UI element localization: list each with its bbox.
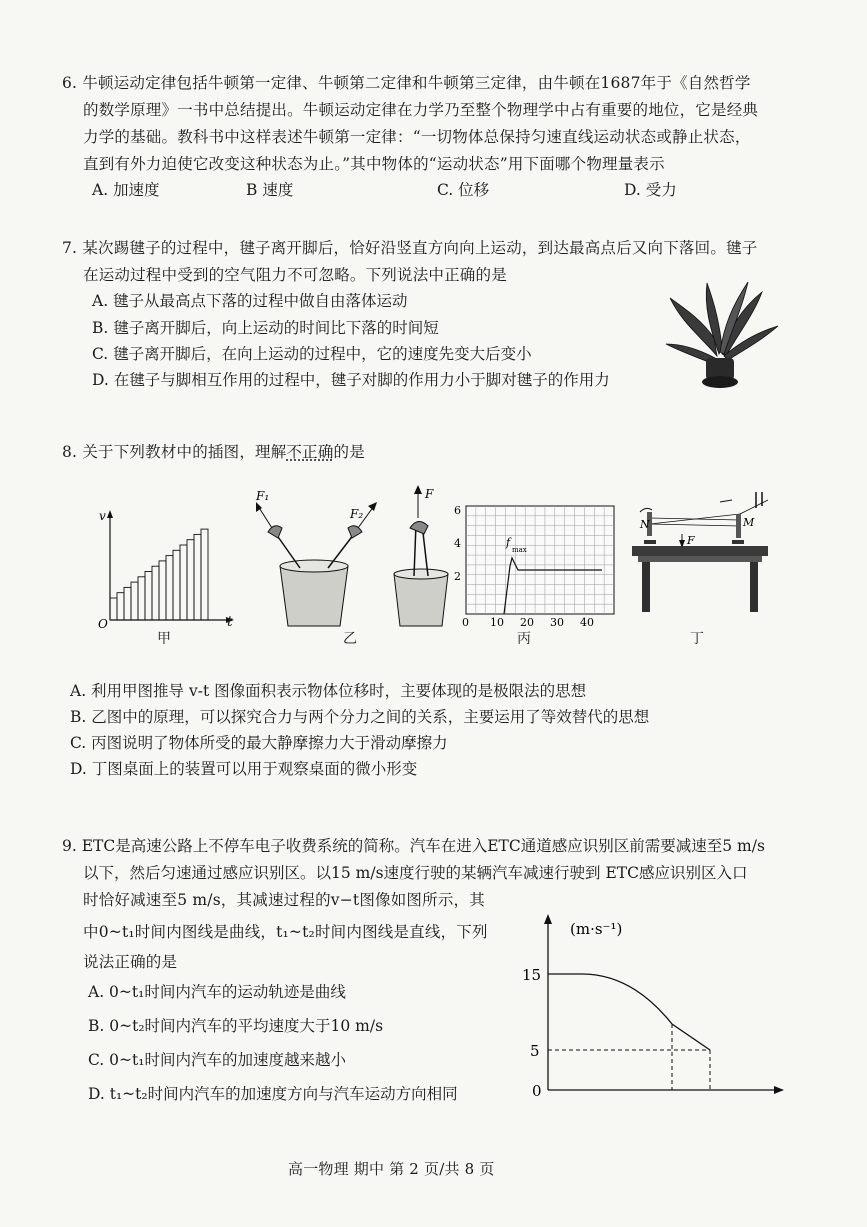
ding-n-label: N	[640, 518, 650, 531]
bing-x10: 10	[490, 616, 504, 629]
yi-f-label: F	[425, 487, 434, 501]
bing-f-label: f	[506, 536, 511, 549]
q6-option-a: A. 加速度	[92, 181, 160, 199]
staircase-bar	[180, 545, 187, 620]
figure-yi-bucket	[250, 484, 450, 630]
q8-option-b: B. 乙图中的原理，可以探究合力与两个分力之间的关系，主要运用了等效替代的思想	[70, 708, 650, 726]
bing-y4: 4	[454, 537, 461, 550]
staircase-bar	[173, 550, 180, 620]
q8-stem-pre: 8. 关于下列教材中的插图，理解	[62, 443, 287, 461]
q7-option-b: B. 毽子离开脚后，向上运动的时间比下落的时间短	[92, 319, 439, 337]
bing-x0: 0	[462, 616, 469, 629]
yi-f1-label: F₁	[256, 489, 270, 503]
jia-t-label: t	[227, 614, 233, 630]
q7-option-c: C. 毽子离开脚后，在向上运动的过程中，它的速度先变大后变小	[92, 345, 532, 363]
q9-line-3: 时恰好减速至5 m/s，其减速过程的v−t图像如图所示，其	[83, 891, 485, 909]
staircase-bar	[194, 534, 201, 620]
yi-f2-label: F₂	[350, 507, 364, 521]
ding-f-label: F	[687, 534, 695, 547]
figure-ding-table-mirror	[628, 488, 770, 614]
q9-graph-y5: 5	[530, 1042, 540, 1060]
bing-fmax-label: max	[512, 546, 527, 554]
staircase-bar	[159, 561, 166, 620]
q7-line-2: 在运动过程中受到的空气阻力不可忽略。下列说法中正确的是	[83, 266, 507, 284]
staircase-bar	[145, 572, 152, 621]
q9-graph-y-unit: (m·s⁻¹)	[570, 920, 623, 938]
q9-option-c: C. 0~t₁时间内汽车的加速度越来越小	[88, 1051, 346, 1069]
q6-option-d: D. 受力	[624, 181, 677, 199]
q9-line-5: 说法正确的是	[83, 953, 178, 971]
staircase-bar	[201, 529, 208, 620]
staircase-bar	[138, 577, 145, 620]
q9-line-4: 中0~t₁时间内图线是曲线，t₁~t₂时间内图线是直线，下列	[83, 923, 488, 941]
q9-graph-y15: 15	[522, 966, 542, 984]
q8-stem-post: 的是	[333, 443, 365, 461]
shuttlecock-image	[662, 278, 782, 404]
caption-ding: 丁	[690, 631, 704, 647]
q6-line-4: 直到有外力迫使它改变这种状态为止。”其中物体的“运动状态”用下面哪个物理量表示	[83, 155, 665, 173]
q9-option-d: D. t₁~t₂时间内汽车的加速度方向与汽车运动方向相同	[88, 1085, 458, 1103]
q6-option-c: C. 位移	[437, 181, 490, 199]
caption-bing: 丙	[517, 631, 531, 647]
staircase-bar	[131, 582, 138, 620]
q7-option-d: D. 在毽子与脚相互作用的过程中，毽子对脚的作用力小于脚对毽子的作用力	[92, 371, 610, 389]
q8-stem-emphasis: 不正确	[286, 443, 334, 461]
ding-m-label: M	[743, 516, 755, 529]
staircase-bar	[166, 556, 173, 620]
figure-bing-friction-graph	[452, 500, 624, 630]
q6-option-b: B 速度	[246, 181, 294, 199]
q8-option-d: D. 丁图桌面上的装置可以用于观察桌面的微小形变	[70, 760, 418, 778]
q7-line-1: 7. 某次踢毽子的过程中，毽子离开脚后，恰好沿竖直方向向上运动，到达最高点后又向下落回。毽子	[62, 239, 758, 257]
staircase-bar	[124, 587, 131, 620]
q9-line-1: 9. ETC是高速公路上不停车电子收费系统的简称。汽车在进入ETC通道感应识别区前需要减速至5 m/s	[62, 837, 765, 855]
bing-y6: 6	[454, 504, 461, 517]
q8-option-a: A. 利用甲图推导 v-t 图像面积表示物体位移时，主要体现的是极限法的思想	[70, 682, 587, 700]
jia-v-label: v	[99, 509, 106, 523]
q8-stem	[62, 440, 365, 462]
caption-yi: 乙	[343, 631, 357, 647]
figure-q9-vt-graph	[518, 914, 788, 1104]
staircase-bar	[187, 540, 194, 620]
bing-x30: 30	[550, 616, 564, 629]
q6-line-3: 力学的基础。教科书中这样表述牛顿第一定律：“一切物体总保持匀速直线运动状态或静止状态，	[83, 128, 751, 146]
caption-jia: 甲	[157, 631, 171, 647]
q7-option-a: A. 毽子从最高点下落的过程中做自由落体运动	[92, 292, 408, 310]
q6-line-2: 的数学原理》一书中总结提出。牛顿运动定律在力学乃至整个物理学中占有重要的地位，它是经典	[83, 101, 759, 119]
jia-origin-label: O	[98, 617, 108, 628]
q8-option-c: C. 丙图说明了物体所受的最大静摩擦力大于滑动摩擦力	[70, 734, 448, 752]
q9-line-2: 以下，然后匀速通过感应识别区。以15 m/s速度行驶的某辆汽车减速行驶到 ETC感应识别区入口	[83, 864, 748, 882]
bing-y2: 2	[454, 570, 461, 583]
bing-x40: 40	[580, 616, 594, 629]
staircase-bar	[117, 593, 124, 620]
q9-option-b: B. 0~t₂时间内汽车的平均速度大于10 m/s	[88, 1017, 384, 1035]
staircase-bar	[110, 598, 117, 620]
q9-graph-origin: 0	[532, 1082, 542, 1100]
page-footer: 高一物理 期中 第 2 页/共 8 页	[288, 1160, 495, 1178]
q6-line-1: 6. 牛顿运动定律包括牛顿第一定律、牛顿第二定律和牛顿第三定律，由牛顿在1687年于《自然哲学	[62, 74, 751, 92]
bing-x20: 20	[520, 616, 534, 629]
q9-option-a: A. 0~t₁时间内汽车的运动轨迹是曲线	[88, 983, 346, 1001]
figure-jia-vt-staircase	[96, 508, 236, 628]
staircase-bar	[152, 566, 159, 620]
